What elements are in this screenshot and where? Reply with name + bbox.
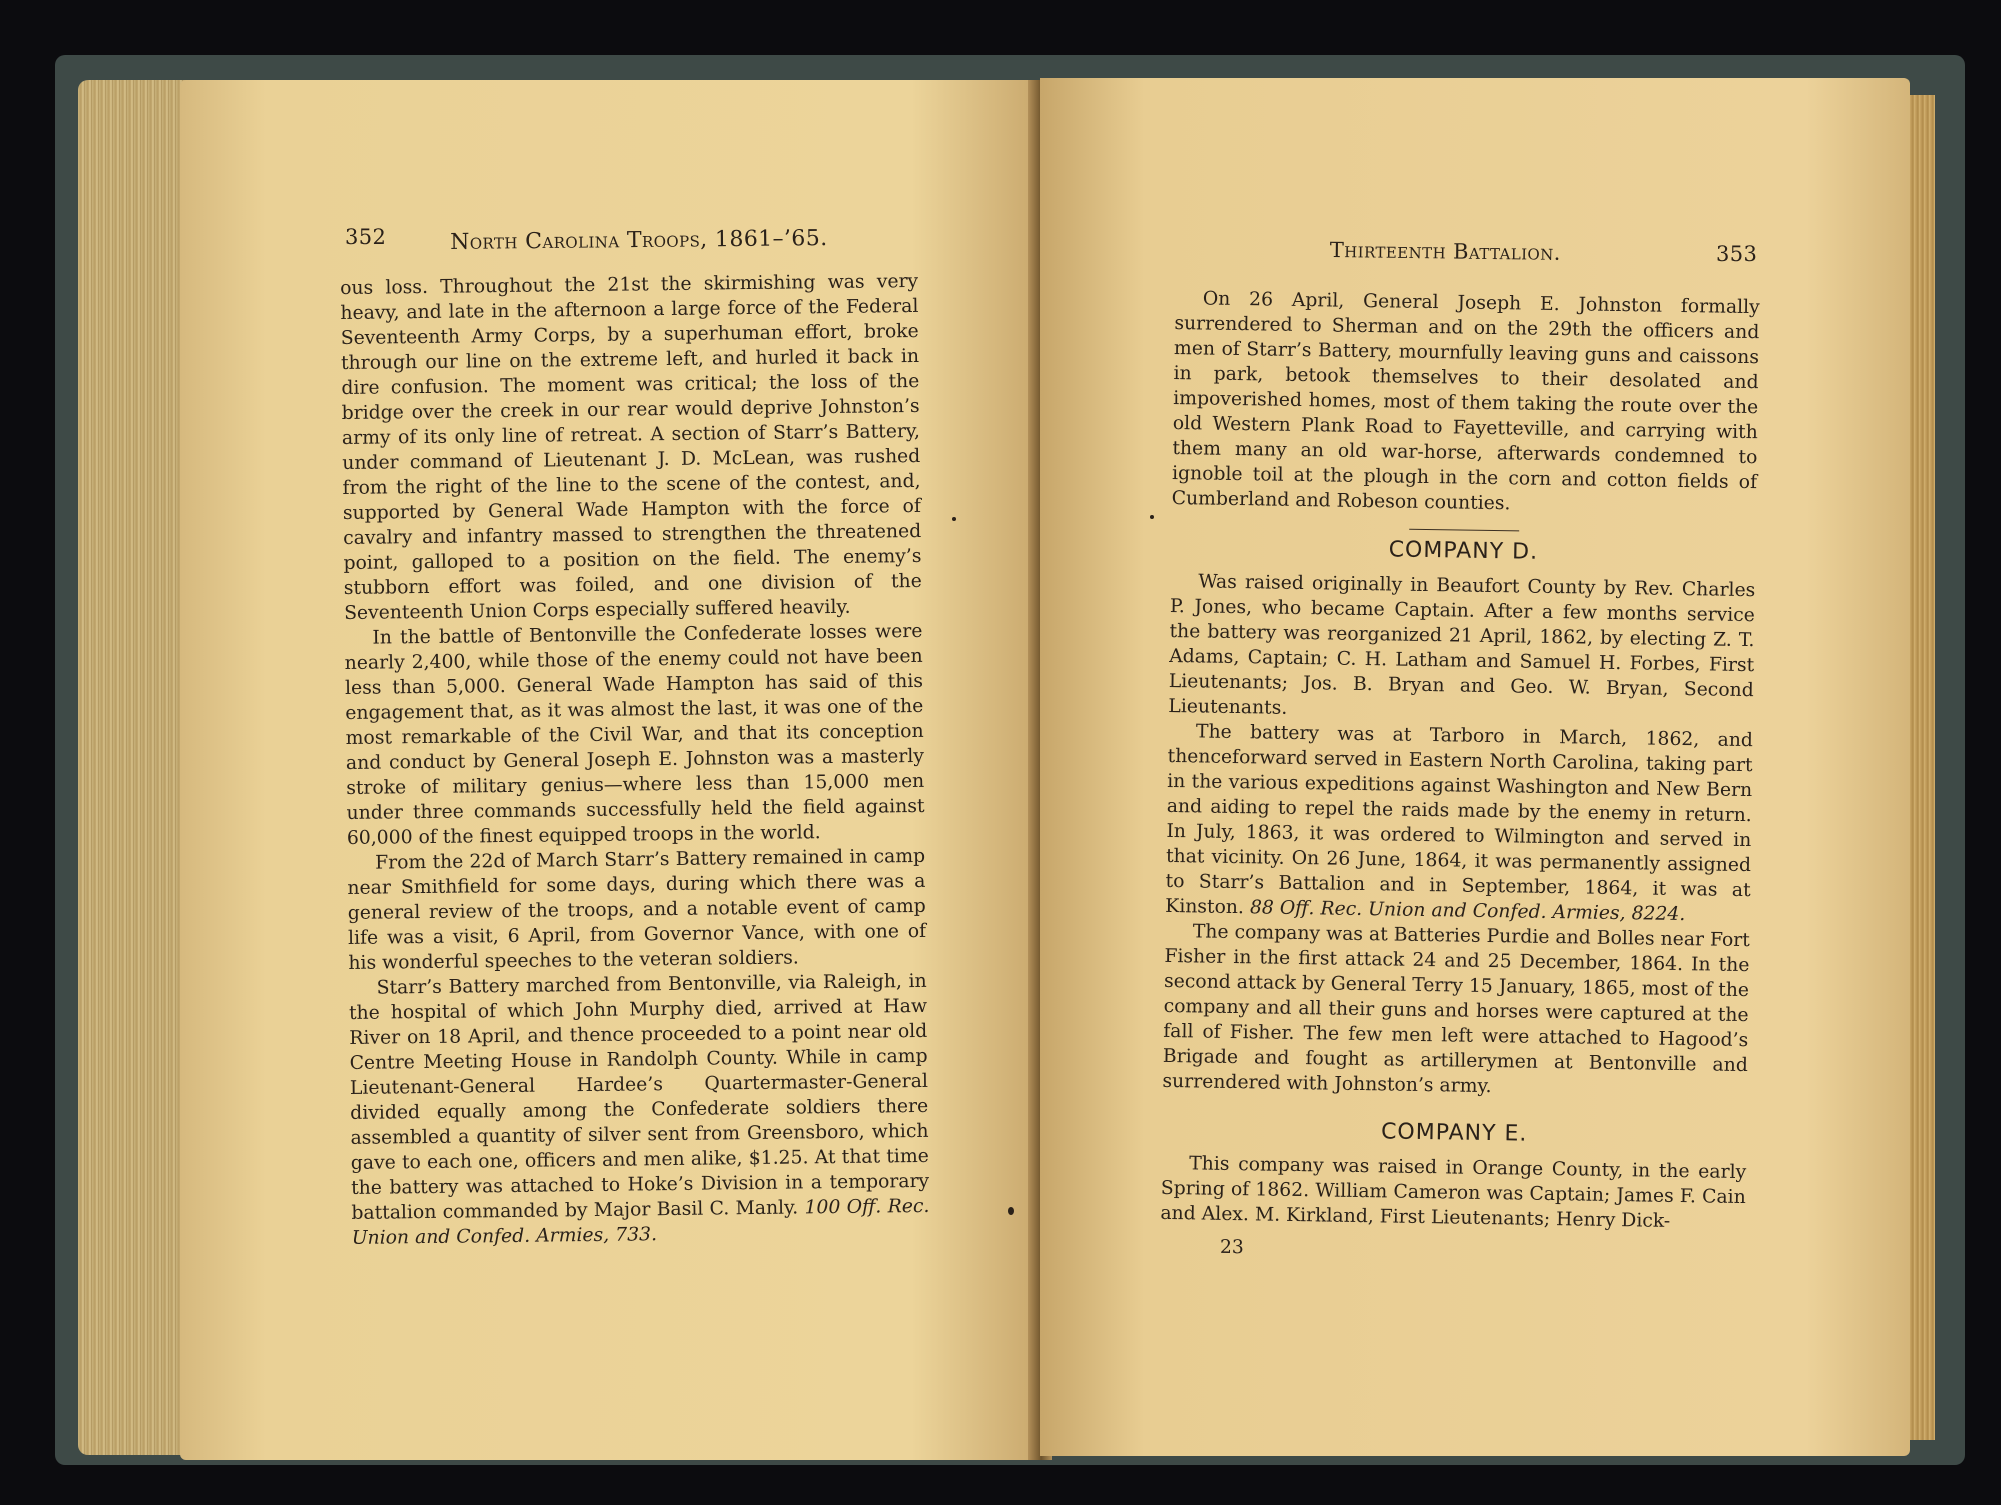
paragraph-text: The battery was at Tarboro in March, 1862, and thenceforward served in Eastern North Carolina, taking part in the various expeditions against Washington and New Bern and aiding to repel the raids made by the enemy in return. In July, 1863, it was ordered to Wilmington and served in that vicinity. On 26 June, 1864, it was permanently assigned to Starr’s Battalion and in September, 1864, it was at Kinston. bbox=[1165, 721, 1754, 919]
company-d-heading: COMPANY D. bbox=[1388, 537, 1539, 565]
left-page-paragraph bbox=[340, 269, 922, 626]
paragraph-text: Starr’s Battery marched from Bentonville, via Raleigh, in the hospital of which John Murphy died, arrived at Haw River on 18 April, and thence proceeded to a point near old Centre Meeting House in Randolph County. While in camp Lieutenant-General Hardee’s Quartermaster-General divided equally among the Confederate soldiers there assembled a quantity of silver sent from Greensboro, which gave to each one, officers and men alike, $1.25. At that time the battery was attached to Hoke’s Division in a temporary battalion commanded by Major Basil C. Manly. bbox=[348, 970, 930, 1224]
paragraph-text: In the battle of Bentonville the Confederate losses were nearly 2,400, while those of the enemy could not have been less than 5,000. General Wade Hampton has said of this engagement that, as it was almost the last, it was one of the most remarkable of the Civil War, and that its conception and conduct by General Joseph E. Johnston was a masterly stroke of military genius—where less than 15,000 men under three commands successfully held the field against 60,000 of the finest equipped troops in the world. bbox=[344, 620, 925, 849]
citation: 88 Off. Rec. Union and Confed. Armies, 8224. bbox=[1249, 897, 1686, 926]
company-d-paragraph bbox=[1162, 919, 1750, 1103]
left-running-head: North Carolina Troops, 1861–’65. bbox=[450, 226, 828, 255]
surrender-paragraph: On 26 April, General Joseph E. Johnston formally surrendered to Sherman and on the 29th the officers and men of Starr’s Battery, mournfully leaving guns and caissons in park, betook themselves to their desolated and impoverished homes, most of them taking the route over the old Western Plank Road to Fayetteville, and carrying with them many an old war-horse, afterwards condemned to ignoble toil at the plough in the corn and cotton fields of Cumberland and Robeson counties. bbox=[1171, 288, 1760, 515]
paragraph-text: Was raised originally in Beaufort County by Rev. Charles P. Jones, who became Captain. After a few months service the battery was reorganized 21 April, 1862, by electing Z. T. Adams, Captain; C. H. Latham and Samuel H. Forbes, First Lieutenants; Jos. B. Bryan and Geo. W. Bryan, Second Lieutenants. bbox=[1168, 571, 1756, 719]
citation: 100 Off. Rec. Union and Confed. Armies, 733. bbox=[351, 1195, 930, 1249]
left-page-body bbox=[340, 269, 930, 1251]
ink-speck bbox=[1008, 1207, 1014, 1215]
company-d-paragraph bbox=[1165, 719, 1753, 928]
company-e-heading: COMPANY E. bbox=[1380, 1119, 1528, 1147]
right-page bbox=[1040, 78, 1910, 1456]
ink-speck bbox=[952, 517, 956, 521]
left-page-number: 352 bbox=[345, 225, 387, 249]
page-edges-left bbox=[78, 80, 193, 1455]
paragraph-text: From the 22d of March Starr’s Battery remained in camp near Smithfield for some days, during which there was a general review of the troops, and a notable event of camp life was a visit, 6 April, from Governor Vance, with one of his wonderful speeches to the veteran soldiers. bbox=[347, 845, 927, 974]
scan-artifact-text bbox=[1280, 0, 1620, 30]
ink-speck bbox=[1150, 515, 1154, 519]
right-page-body bbox=[1160, 286, 1760, 1268]
paragraph-text: ous loss. Throughout the 21st the skirmishing was very heavy, and late in the afternoon a large force of the Federal Seventeenth Army Corps, by a superhuman effort, broke through our line on the extreme left, and hurled it back in dire confusion. The moment was critical; the loss of the bridge over the creek in our rear would deprive Johnston’s army of its only line of retreat. A section of Starr’s Battery, under command of Lieutenant J. D. McLean, was rushed from the right of the line to the scene of the contest, and, supported by General Wade Hampton with the force of cavalry and infantry massed to strengthen the threatened point, galloped to a position on the field. The enemy’s stubborn effort was foiled, and one division of the Seventeenth Union Corps especially suffered heavily. bbox=[340, 270, 922, 624]
left-page bbox=[180, 80, 1040, 1460]
company-e-paragraph: This company was raised in Orange County, in the early Spring of 1862. William Cameron was Captain; James F. Cain and Alex. M. Kirkland, First Lieutenants; Henry Dick- bbox=[1160, 1153, 1747, 1232]
left-page-paragraph bbox=[349, 969, 930, 1251]
company-d-paragraph bbox=[1168, 569, 1755, 728]
right-running-head: Thirteenth Battalion. bbox=[1329, 238, 1561, 265]
company-d-body bbox=[1162, 569, 1755, 1103]
left-page-paragraph bbox=[344, 619, 925, 851]
signature-mark: 23 bbox=[1219, 1236, 1244, 1259]
left-page-paragraph bbox=[347, 844, 926, 976]
right-page-number: 353 bbox=[1716, 242, 1758, 266]
section-divider bbox=[1409, 529, 1519, 532]
paragraph-text: The company was at Batteries Purdie and Bolles near Fort Fisher in the first attack 24 and 25 December, 1864. In the second attack by General Terry 15 January, 1865, most of the company and all their guns and horses were captured at the fall of Fisher. The few men left were attached to Hagood’s Brigade and fought as artillerymen at Bentonville and surrendered with Johnston’s army. bbox=[1162, 921, 1750, 1098]
